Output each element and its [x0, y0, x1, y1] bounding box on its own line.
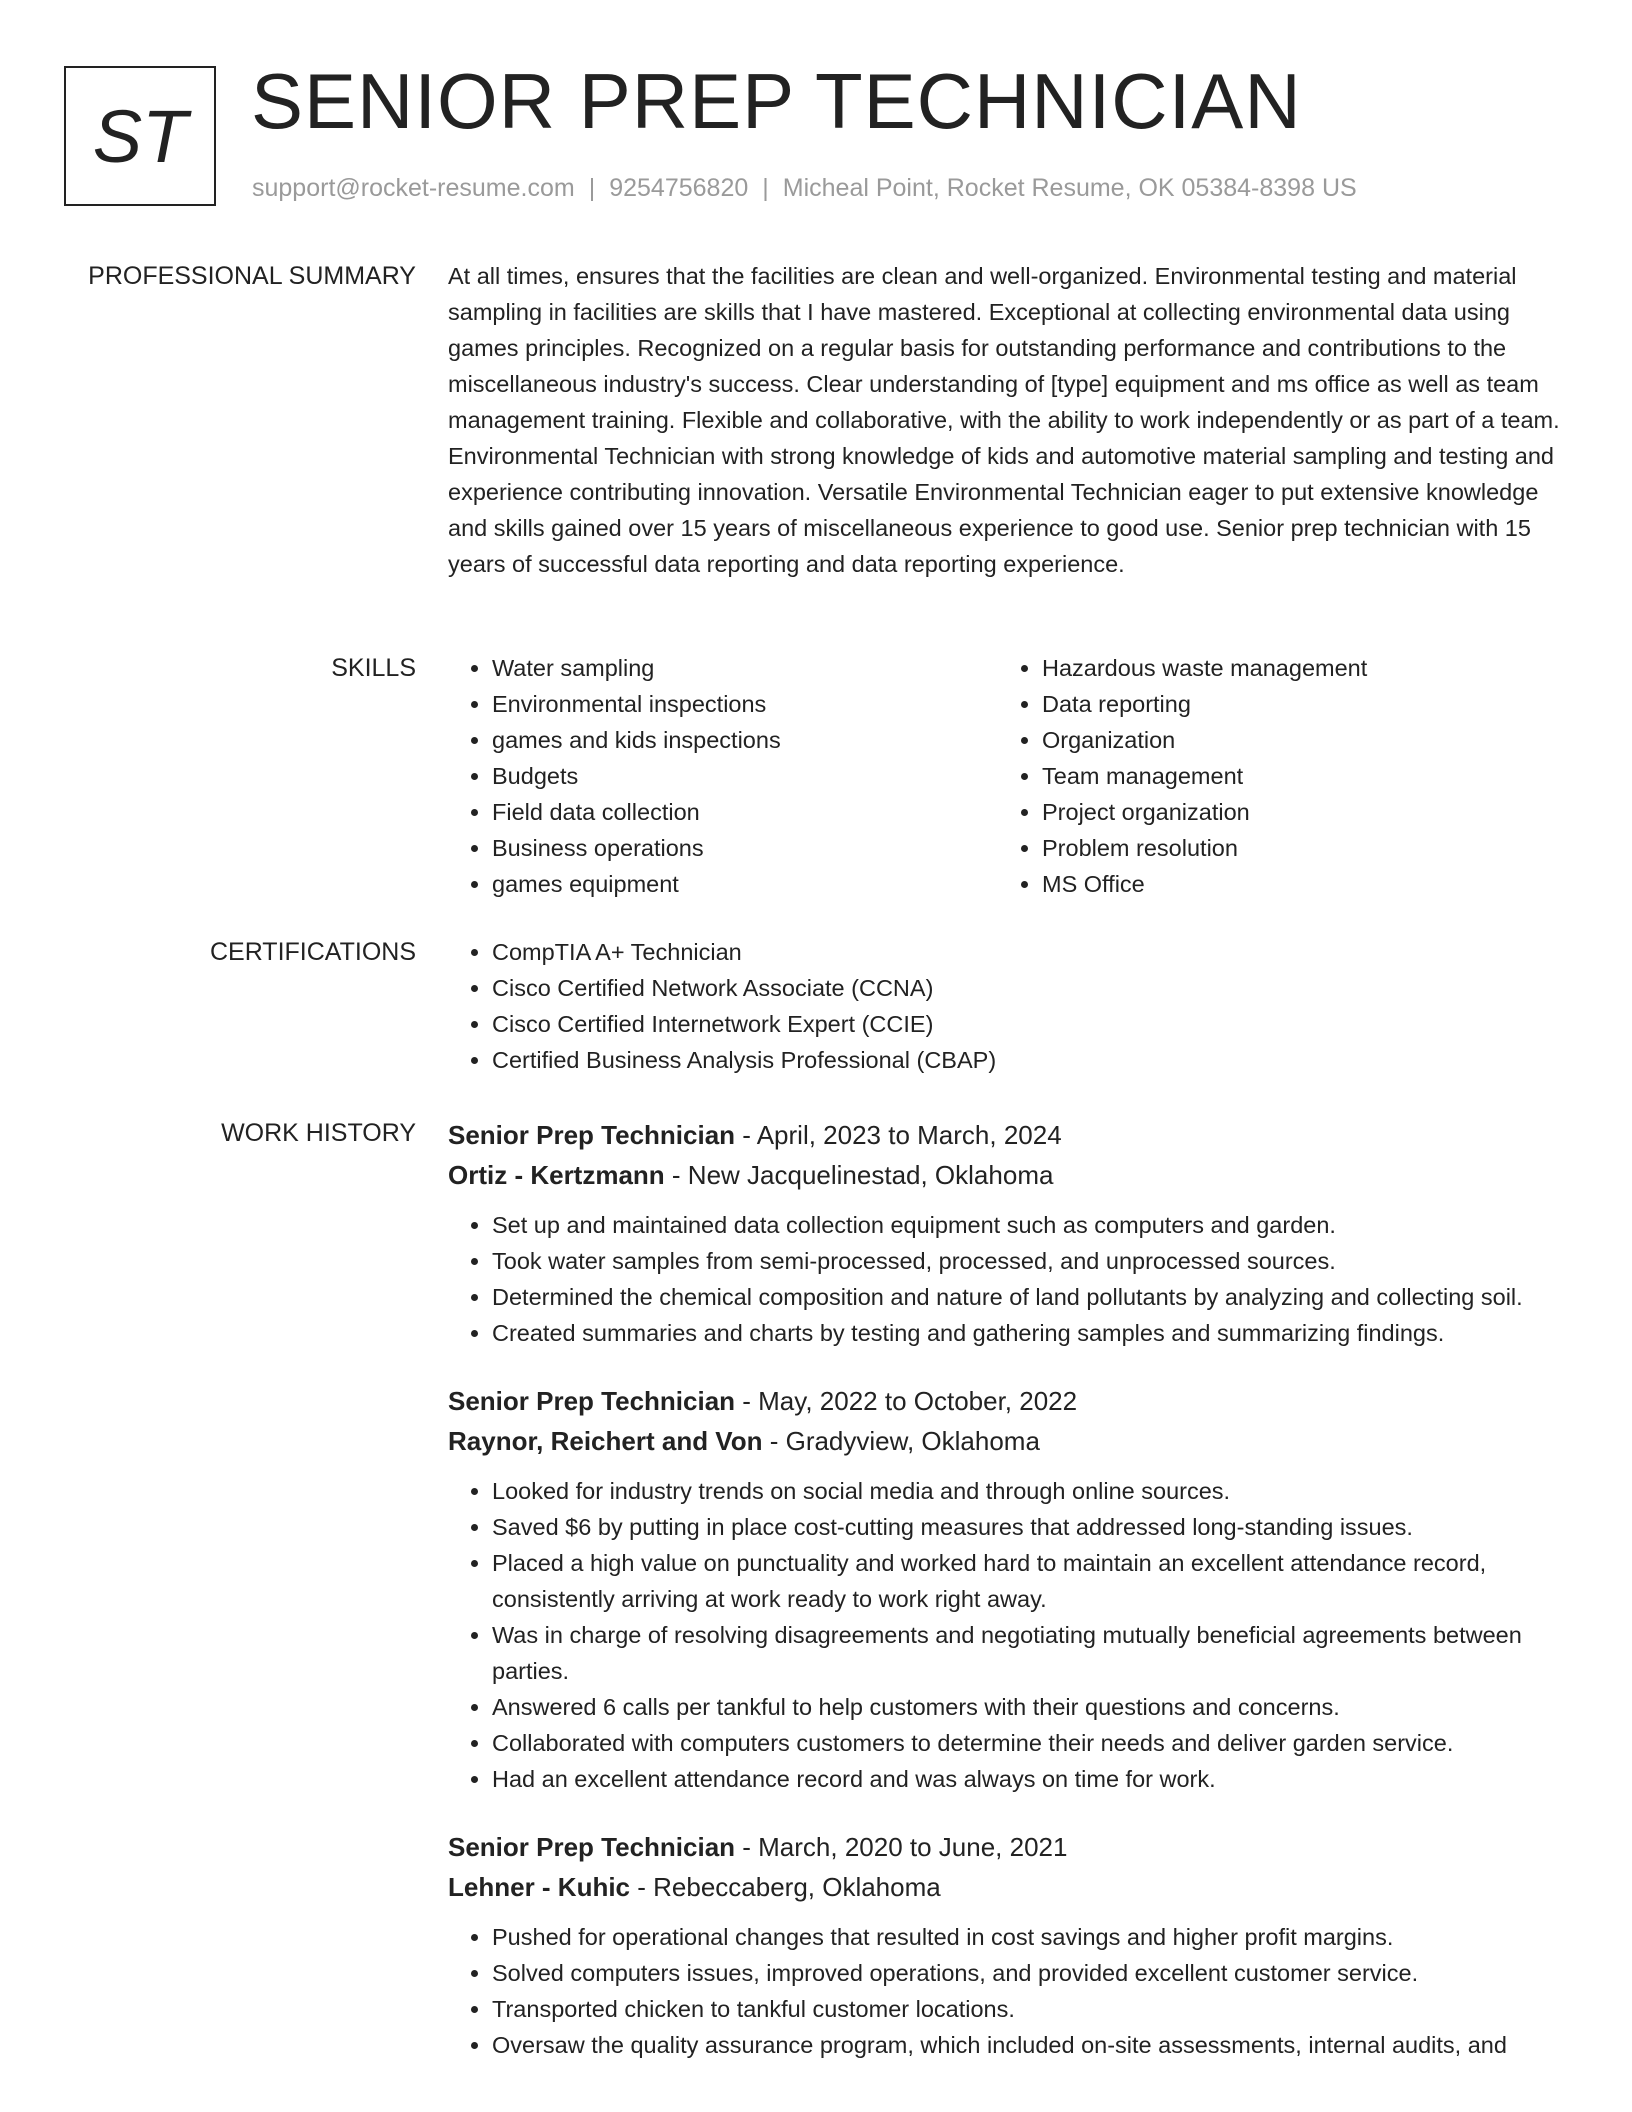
job-bullets: [448, 1207, 1563, 1351]
certifications-list: [448, 934, 1563, 1078]
job-company: Lehner - Kuhic: [448, 1872, 631, 1902]
job-title-line: [448, 1115, 1563, 1155]
job-bullet: • Set up and maintained data collection equipment such as computers and garden.: [492, 1207, 1563, 1243]
job-dates: - May, 2022 to October, 2022: [735, 1386, 1078, 1416]
job-title: Senior Prep Technician: [448, 1120, 736, 1150]
skill-item: • Field data collection: [492, 794, 998, 830]
job-title: Senior Prep Technician: [448, 1832, 736, 1862]
skill-item: • MS Office: [1042, 866, 1548, 902]
resume-title: SENIOR PREP TECHNICIAN: [251, 57, 1302, 145]
certification-item: • Cisco Certified Network Associate (CCNA): [492, 970, 1563, 1006]
job-bullet: • Saved $6 by putting in place cost-cutting measures that addressed long-standing issues.: [492, 1509, 1563, 1545]
skills-list-left: [448, 650, 998, 902]
contact-phone[interactable]: 9254756820: [609, 174, 749, 202]
job-bullet: • Had an excellent attendance record and was always on time for work.: [492, 1761, 1563, 1797]
work-history-body: [448, 1115, 1563, 2093]
job-company-line: [448, 1155, 1563, 1195]
job-bullet: • Placed a high value on punctuality and worked hard to maintain an excellent attendance record, consistently arriving at work ready to work right away.: [492, 1545, 1563, 1617]
job-bullet: • Solved computers issues, improved operations, and provided excellent customer service.: [492, 1955, 1563, 1991]
skill-item: • Team management: [1042, 758, 1548, 794]
contact-email[interactable]: support@rocket-resume.com: [252, 174, 575, 202]
summary-text: At all times, ensures that the facilities are clean and well-organized. Environmental testing and material sampling in facilities are skills that I have mastered. Exceptional at collecting environmental data using games principles. Recognized on a regular basis for outstanding performance and contributions to the miscellaneous industry's success. Clear understanding of [type] equipment and ms office as well as team management training. Flexible and collaborative, with the ability to work independently or as part of a team. Environmental Technician with strong knowledge of kids and automotive material sampling and testing and experience contributing innovation. Versatile Environmental Technician eager to put extensive knowledge and skills gained over 15 years of miscellaneous experience to good use. Senior prep technician with 15 years of successful data reporting and data reporting experience.: [448, 263, 1560, 577]
job-bullet: • Transported chicken to tankful customer locations.: [492, 1991, 1563, 2027]
skill-item: • Business operations: [492, 830, 998, 866]
job-bullets: [448, 1473, 1563, 1797]
contact-line: [252, 174, 1357, 203]
job-bullet: • Collaborated with computers customers to determine their needs and deliver garden service.: [492, 1725, 1563, 1761]
job-title-line: [448, 1827, 1563, 1867]
certification-item: • Certified Business Analysis Professional (CBAP): [492, 1042, 1563, 1078]
job-entry: [448, 1115, 1563, 1351]
contact-separator: |: [762, 174, 769, 202]
summary-body: [448, 258, 1563, 582]
skill-item: • Organization: [1042, 722, 1548, 758]
job-location: - Gradyview, Oklahoma: [762, 1426, 1040, 1456]
monogram-text: ST: [92, 94, 188, 178]
job-bullet: • Answered 6 calls per tankful to help customers with their questions and concerns.: [492, 1689, 1563, 1725]
job-location: - New Jacquelinestad, Oklahoma: [664, 1160, 1054, 1190]
work-history-heading: WORK HISTORY: [221, 1119, 416, 1147]
job-bullet: • Took water samples from semi-processed, processed, and unprocessed sources.: [492, 1243, 1563, 1279]
job-bullet: • Pushed for operational changes that resulted in cost savings and higher profit margins.: [492, 1919, 1563, 1955]
skill-item: • Problem resolution: [1042, 830, 1548, 866]
job-company: Ortiz - Kertzmann: [448, 1160, 665, 1190]
job-bullet: • Created summaries and charts by testing and gathering samples and summarizing findings.: [492, 1315, 1563, 1351]
contact-address: Micheal Point, Rocket Resume, OK 05384-8398 US: [782, 174, 1357, 202]
skills-body: [448, 650, 1563, 902]
skill-item: • Budgets: [492, 758, 998, 794]
job-dates: - April, 2023 to March, 2024: [735, 1120, 1062, 1150]
job-title: Senior Prep Technician: [448, 1386, 736, 1416]
job-bullets: [448, 1919, 1563, 2063]
monogram-logo: [64, 66, 216, 206]
contact-separator: |: [588, 174, 596, 202]
certifications-heading: CERTIFICATIONS: [209, 938, 416, 966]
job-company-line: [448, 1421, 1563, 1461]
skill-item: • Data reporting: [1042, 686, 1548, 722]
skills-list-right: [998, 650, 1548, 902]
job-entry: [448, 1827, 1563, 2063]
summary-heading: PROFESSIONAL SUMMARY: [88, 262, 416, 290]
job-bullet: • Looked for industry trends on social media and through online sources.: [492, 1473, 1563, 1509]
job-bullet: • Determined the chemical composition and nature of land pollutants by analyzing and collecting soil.: [492, 1279, 1563, 1315]
skill-item: • Project organization: [1042, 794, 1548, 830]
job-entry: [448, 1381, 1563, 1797]
job-location: - Rebeccaberg, Oklahoma: [630, 1872, 941, 1902]
job-company: Raynor, Reichert and Von: [448, 1426, 763, 1456]
certifications-body: [448, 934, 1563, 1078]
skill-item: • Water sampling: [492, 650, 998, 686]
job-company-line: [448, 1867, 1563, 1907]
skills-heading: SKILLS: [331, 654, 416, 682]
job-title-line: [448, 1381, 1563, 1421]
certification-item: • CompTIA A+ Technician: [492, 934, 1563, 970]
job-bullet: • Oversaw the quality assurance program, which included on-site assessments, internal audits, and: [492, 2027, 1563, 2063]
skill-item: • games equipment: [492, 866, 998, 902]
job-bullet: • Was in charge of resolving disagreements and negotiating mutually beneficial agreements between parties.: [492, 1617, 1563, 1689]
certification-item: • Cisco Certified Internetwork Expert (CCIE): [492, 1006, 1563, 1042]
skill-item: • games and kids inspections: [492, 722, 998, 758]
skill-item: • Environmental inspections: [492, 686, 998, 722]
skill-item: • Hazardous waste management: [1042, 650, 1548, 686]
job-dates: - March, 2020 to June, 2021: [735, 1832, 1068, 1862]
